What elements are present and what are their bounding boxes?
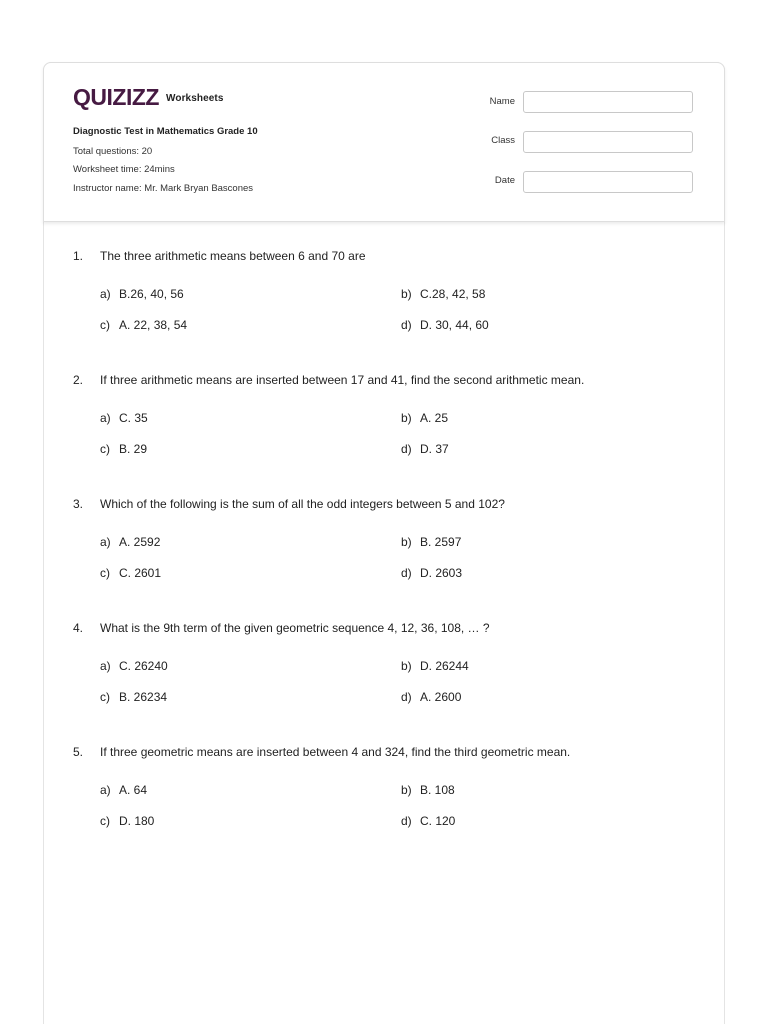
question-text: What is the 9th term of the given geometric sequence 4, 12, 36, 108, … ? <box>100 621 490 635</box>
question-stem <box>73 620 713 636</box>
option-text: A. 22, 38, 54 <box>119 318 188 332</box>
answer-options <box>73 658 713 720</box>
option-text: B. 2597 <box>420 535 462 549</box>
option-a[interactable] <box>100 782 147 798</box>
option-letter: d) <box>401 814 412 828</box>
answer-options <box>73 286 713 348</box>
question-number: 1. <box>73 249 84 263</box>
option-letter: b) <box>401 659 412 673</box>
option-text: A. 25 <box>420 411 449 425</box>
option-a[interactable] <box>100 534 160 550</box>
option-text: B. 29 <box>119 442 148 456</box>
option-text: A. 2600 <box>420 690 462 704</box>
question-stem <box>73 248 713 264</box>
option-text: B. 26234 <box>119 690 168 704</box>
quizizz-logo-text: QUIZIZZ <box>73 84 159 110</box>
question-stem <box>73 372 713 388</box>
option-text: D. 37 <box>420 442 449 456</box>
option-letter: d) <box>401 442 412 456</box>
option-letter: b) <box>401 783 412 797</box>
option-letter: a) <box>100 411 111 425</box>
option-letter: c) <box>100 566 110 580</box>
question-number: 2. <box>73 373 84 387</box>
option-letter: d) <box>401 566 412 580</box>
question-stem <box>73 496 713 512</box>
option-letter: a) <box>100 659 111 673</box>
option-letter: b) <box>401 535 412 549</box>
option-text: C. 35 <box>119 411 148 425</box>
class-field[interactable] <box>523 131 693 153</box>
option-text: D. 30, 44, 60 <box>420 318 489 332</box>
option-text: D. 26244 <box>420 659 469 673</box>
question-number: 4. <box>73 621 84 635</box>
answer-options <box>73 782 713 844</box>
total-questions: Total questions: 20 <box>73 146 153 157</box>
option-text: A. 2592 <box>119 535 161 549</box>
option-a[interactable] <box>100 286 184 302</box>
option-text: B.26, 40, 56 <box>119 287 184 301</box>
option-d[interactable] <box>401 813 455 829</box>
date-field[interactable] <box>523 171 693 193</box>
answer-options <box>73 410 713 472</box>
option-b[interactable] <box>401 286 485 302</box>
question-text: If three arithmetic means are inserted between 17 and 41, find the second arithmetic mean. <box>100 373 585 387</box>
option-letter: d) <box>401 690 412 704</box>
class-label: Class <box>491 135 515 146</box>
option-letter: b) <box>401 287 412 301</box>
worksheet-time: Worksheet time: 24mins <box>73 164 175 175</box>
brand-row <box>73 83 224 113</box>
option-c[interactable] <box>100 813 154 829</box>
option-text: D. 180 <box>119 814 155 828</box>
name-field[interactable] <box>523 91 693 113</box>
quizizz-logo <box>73 83 159 113</box>
option-text: C. 120 <box>420 814 456 828</box>
option-letter: b) <box>401 411 412 425</box>
question-2 <box>73 372 713 472</box>
name-label: Name <box>489 96 515 107</box>
option-text: A. 64 <box>119 783 148 797</box>
question-number: 5. <box>73 745 84 759</box>
option-b[interactable] <box>401 782 455 798</box>
question-text: The three arithmetic means between 6 and 70 are <box>100 249 366 263</box>
question-text: Which of the following is the sum of all the odd integers between 5 and 102? <box>100 497 505 511</box>
option-d[interactable] <box>401 317 489 333</box>
option-letter: d) <box>401 318 412 332</box>
option-d[interactable] <box>401 565 462 581</box>
worksheet-header <box>43 62 725 222</box>
option-letter: c) <box>100 318 110 332</box>
question-text: If three geometric means are inserted between 4 and 324, find the third geometric mean. <box>100 745 571 759</box>
option-letter: c) <box>100 690 110 704</box>
brand-subtitle: Worksheets <box>166 92 224 104</box>
option-c[interactable] <box>100 689 167 705</box>
option-letter: a) <box>100 783 111 797</box>
option-letter: a) <box>100 535 111 549</box>
date-label: Date <box>494 175 515 186</box>
instructor-name: Instructor name: Mr. Mark Bryan Bascones <box>73 183 254 194</box>
option-a[interactable] <box>100 658 168 674</box>
option-b[interactable] <box>401 534 461 550</box>
option-d[interactable] <box>401 689 461 705</box>
option-text: B. 108 <box>420 783 455 797</box>
option-letter: a) <box>100 287 111 301</box>
option-c[interactable] <box>100 441 147 457</box>
question-stem <box>73 744 713 760</box>
option-text: C.28, 42, 58 <box>420 287 486 301</box>
option-text: C. 26240 <box>119 659 168 673</box>
option-letter: c) <box>100 442 110 456</box>
option-text: D. 2603 <box>420 566 463 580</box>
answer-options <box>73 534 713 596</box>
option-text: C. 2601 <box>119 566 162 580</box>
question-1 <box>73 248 713 348</box>
option-letter: c) <box>100 814 110 828</box>
option-c[interactable] <box>100 317 187 333</box>
option-d[interactable] <box>401 441 449 457</box>
option-a[interactable] <box>100 410 148 426</box>
option-b[interactable] <box>401 410 448 426</box>
option-b[interactable] <box>401 658 469 674</box>
question-4 <box>73 620 713 720</box>
option-c[interactable] <box>100 565 161 581</box>
question-3 <box>73 496 713 596</box>
test-title: Diagnostic Test in Mathematics Grade 10 <box>73 126 258 137</box>
question-number: 3. <box>73 497 84 511</box>
question-5 <box>73 744 713 844</box>
